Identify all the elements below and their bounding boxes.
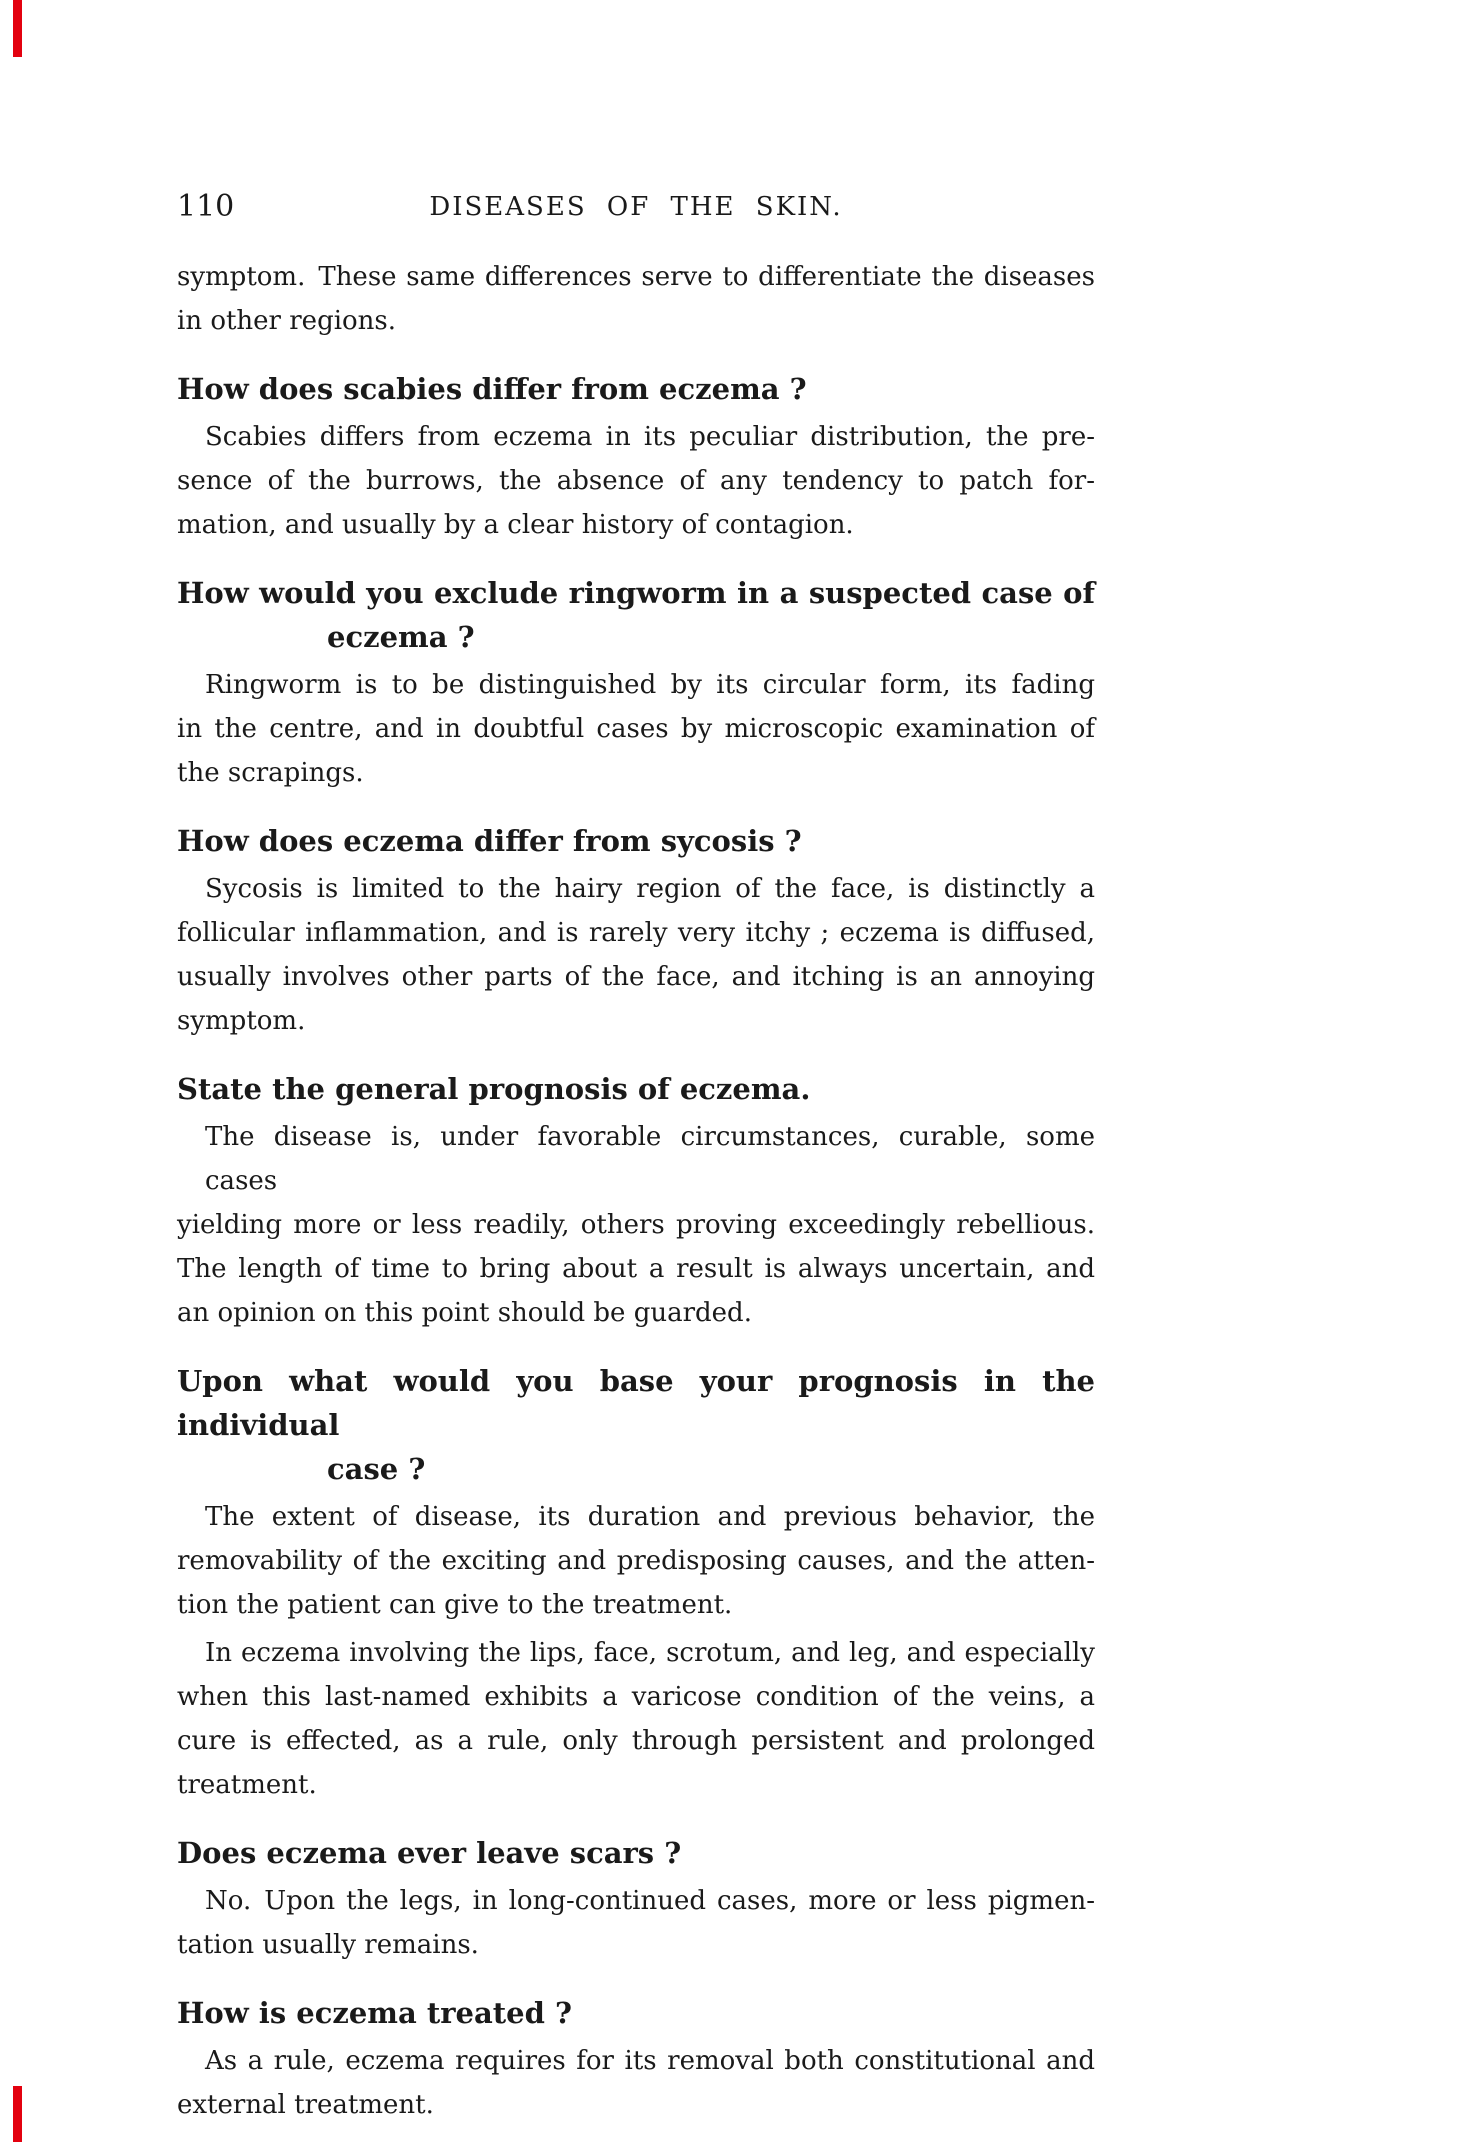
heading-line: Does eczema ever leave scars ? bbox=[177, 1836, 682, 1870]
heading-line: How is eczema treated ? bbox=[177, 1996, 572, 2030]
question-heading bbox=[177, 367, 1095, 411]
body-paragraph bbox=[177, 1879, 1095, 1967]
paragraph-line: treatment. bbox=[177, 1770, 317, 1800]
question-heading bbox=[177, 1991, 1095, 2035]
paragraph-line: yielding more or less readily, others proving exceedingly rebellious. bbox=[177, 1210, 1095, 1240]
body-paragraph bbox=[177, 2039, 1095, 2127]
paragraph-line: usually involves other parts of the face, and itching is an annoying bbox=[177, 962, 1095, 992]
body-paragraph bbox=[177, 1631, 1095, 1807]
paragraph-line: an opinion on this point should be guarded. bbox=[177, 1298, 752, 1328]
question-heading bbox=[177, 1067, 1095, 1111]
paragraph-line: the scrapings. bbox=[177, 758, 364, 788]
paragraph-line: Scabies differs from eczema in its peculiar distribution, the pre- bbox=[205, 422, 1095, 452]
body-paragraph bbox=[177, 415, 1095, 547]
scan-artifact-top bbox=[13, 0, 22, 57]
heading-line: How does scabies differ from eczema ? bbox=[177, 372, 807, 406]
question-heading bbox=[177, 571, 1095, 659]
paragraph-line: Sycosis is limited to the hairy region of the face, is distinctly a bbox=[205, 874, 1095, 904]
heading-line: Upon what would you base your prognosis in the individual bbox=[177, 1364, 1095, 1442]
page-content bbox=[177, 185, 1095, 2127]
body-paragraph bbox=[177, 255, 1095, 343]
paragraph-line: in the centre, and in doubtful cases by microscopic examination of bbox=[177, 714, 1095, 744]
paragraph-line: symptom. These same differences serve to differentiate the diseases bbox=[177, 262, 1095, 292]
paragraph-line: sence of the burrows, the absence of any tendency to patch for- bbox=[177, 466, 1095, 496]
question-heading bbox=[177, 1831, 1095, 1875]
question-heading bbox=[177, 1359, 1095, 1491]
paragraph-line: external treatment. bbox=[177, 2090, 434, 2120]
paragraph-line: In eczema involving the lips, face, scrotum, and leg, and especially bbox=[205, 1638, 1095, 1668]
text-blocks bbox=[177, 255, 1095, 2127]
body-paragraph bbox=[177, 1115, 1095, 1335]
paragraph-line: follicular inflammation, and is rarely very itchy ; eczema is diffused, bbox=[177, 918, 1095, 948]
paragraph-line: The extent of disease, its duration and previous behavior, the bbox=[205, 1502, 1095, 1532]
paragraph-line: tion the patient can give to the treatment. bbox=[177, 1590, 733, 1620]
paragraph-line: Ringworm is to be distinguished by its circular form, its fading bbox=[205, 670, 1095, 700]
paragraph-line: removability of the exciting and predisposing causes, and the atten- bbox=[177, 1546, 1095, 1576]
paragraph-line: in other regions. bbox=[177, 306, 397, 336]
paragraph-line: No. Upon the legs, in long-continued cases, more or less pigmen- bbox=[205, 1886, 1095, 1916]
paragraph-line: The length of time to bring about a result is always uncertain, and bbox=[177, 1254, 1095, 1284]
paragraph-line: when this last-named exhibits a varicose condition of the veins, a bbox=[177, 1682, 1095, 1712]
heading-line: How would you exclude ringworm in a suspected case of bbox=[177, 576, 1095, 610]
scan-artifact-bottom bbox=[13, 2086, 22, 2142]
heading-line: case ? bbox=[327, 1452, 426, 1486]
page-header bbox=[177, 185, 1095, 229]
running-title: DISEASES OF THE SKIN. bbox=[429, 192, 843, 222]
paragraph-line: As a rule, eczema requires for its removal both constitutional and bbox=[205, 2046, 1095, 2076]
question-heading bbox=[177, 819, 1095, 863]
heading-line: How does eczema differ from sycosis ? bbox=[177, 824, 802, 858]
page-number: 110 bbox=[177, 189, 235, 224]
body-paragraph bbox=[177, 663, 1095, 795]
paragraph-line: tation usually remains. bbox=[177, 1930, 479, 1960]
heading-line: eczema ? bbox=[327, 620, 475, 654]
paragraph-line: symptom. bbox=[177, 1006, 306, 1036]
body-paragraph bbox=[177, 1495, 1095, 1627]
paragraph-line: cure is effected, as a rule, only through persistent and prolonged bbox=[177, 1726, 1095, 1756]
paragraph-line: The disease is, under favorable circumstances, curable, some cases bbox=[205, 1122, 1095, 1196]
heading-line: State the general prognosis of eczema. bbox=[177, 1072, 811, 1106]
body-paragraph bbox=[177, 867, 1095, 1043]
paragraph-line: mation, and usually by a clear history of contagion. bbox=[177, 510, 854, 540]
